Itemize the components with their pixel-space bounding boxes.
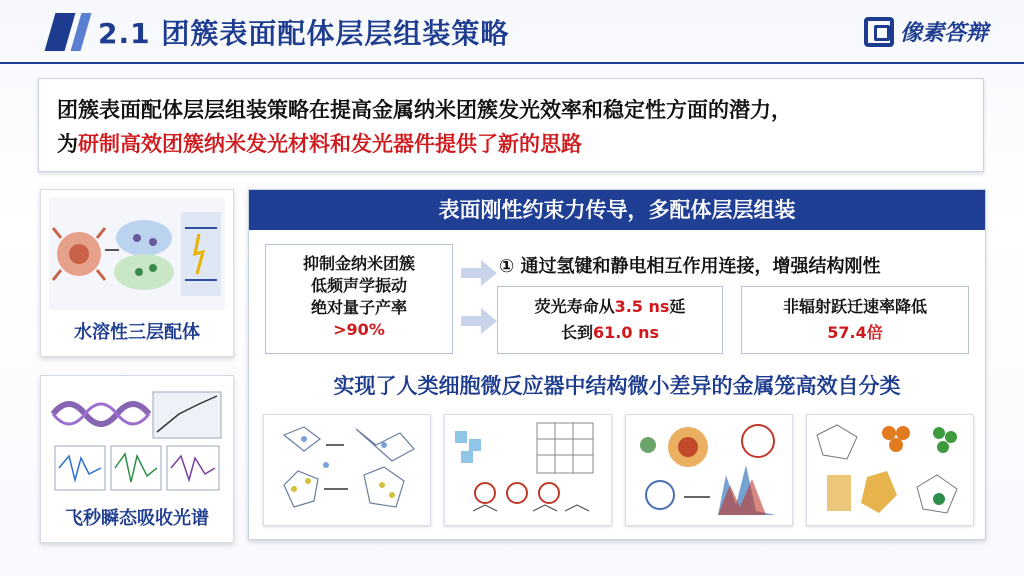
ligand-schematic-figure [49, 198, 225, 310]
suppression-line-1: 抑制金纳米团簇 [302, 254, 415, 273]
cage-structures-figure [264, 415, 430, 525]
ligand-caption: 水溶性三层配体 [74, 322, 200, 343]
intro-line-1: 团簇表面配体层层组装策略在提高金属纳米团簇发光效率和稳定性方面的潜力， [57, 98, 792, 122]
lifetime-text-1: 荧光寿命从 [534, 297, 615, 316]
figure-3 [625, 414, 793, 526]
intro-prefix: 为 [57, 132, 78, 156]
spectra-caption: 飞秒瞬态吸收光谱 [65, 508, 209, 529]
lifetime-value-2: 61.0 ns [593, 323, 659, 342]
figure-2 [444, 414, 612, 526]
lifetime-text-2: 延 [669, 297, 686, 316]
sub-title: 实现了人类细胞微反应器中结构微小差异的金属笼高效自分类 [333, 374, 901, 398]
suppression-line-2: 低频声学振动 [310, 276, 407, 295]
quantum-yield-value: >90% [333, 320, 385, 339]
page-title: 2.1 团簇表面配体层层组装策略 [98, 17, 510, 50]
framework-lattice-figure [445, 415, 611, 525]
key-point: ① 通过氢键和静电相互作用连接，增强结构刚性 [499, 256, 881, 277]
title-bar [50, 10, 509, 54]
spectra-card [40, 375, 234, 543]
header-divider [0, 62, 1024, 64]
suppression-line-3: 绝对量子产率 [310, 298, 407, 317]
lifetime-line-2 [498, 320, 722, 346]
ligand-card [40, 189, 234, 357]
logo-text: 像素答辩 [899, 21, 988, 46]
logo-mark-icon [864, 17, 894, 47]
figure-4 [806, 414, 974, 526]
lifetime-line-1 [498, 294, 722, 320]
panel-header: 表面刚性约束力传导，多配体层层组装 [249, 190, 985, 230]
lifetime-box [497, 286, 723, 354]
nonradiative-box [741, 286, 969, 354]
arrow-right-icon [481, 308, 497, 334]
suppression-box [265, 244, 453, 354]
nonradiative-line-1: 非辐射跃迁速率降低 [782, 297, 927, 316]
main-panel [248, 189, 986, 540]
lifetime-value-1: 3.5 ns [614, 297, 670, 316]
transient-absorption-spectra-figure [49, 384, 225, 496]
intro-line-2 [57, 127, 965, 161]
sorting-spectra-figure [626, 415, 792, 525]
intro-highlight: 研制高效团簇纳米发光材料和发光器件提供了新的思路 [78, 132, 582, 156]
logo [864, 16, 988, 47]
nonradiative-value: 57.4倍 [827, 323, 883, 342]
lifetime-text-3: 长到 [561, 323, 594, 342]
figure-row [263, 414, 975, 526]
intro-box [38, 78, 984, 172]
title-stripe-icon [45, 13, 76, 51]
cluster-models-figure [807, 415, 973, 525]
figure-1 [263, 414, 431, 526]
arrow-right-icon [481, 260, 497, 286]
